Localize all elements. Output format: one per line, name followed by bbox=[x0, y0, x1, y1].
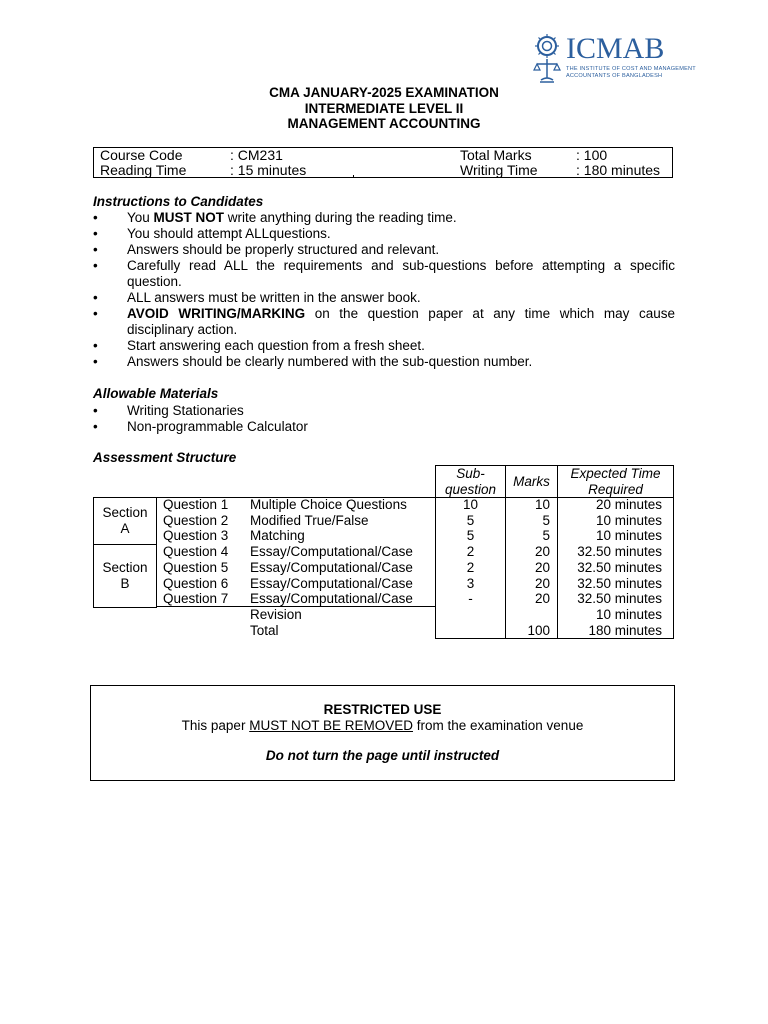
time-cell: 32.50 minutes bbox=[577, 560, 662, 575]
restricted-heading: RESTRICTED USE bbox=[323, 702, 442, 717]
subquestion-cell: 5 bbox=[466, 528, 475, 543]
marks-cell: 10 bbox=[534, 497, 550, 512]
writing-time-value: : 180 minutes bbox=[576, 162, 661, 178]
total-marks-value: : 100 bbox=[576, 147, 608, 163]
exam-title-line1: CMA JANUARY-2025 EXAMINATION bbox=[269, 85, 499, 100]
time-cell: 10 minutes bbox=[595, 528, 662, 543]
question-cell: Question 4 bbox=[163, 544, 229, 559]
type-cell: Multiple Choice Questions bbox=[250, 497, 407, 512]
question-cell: Question 3 bbox=[163, 528, 229, 543]
list-item: • Carefully read ALL the requirements and sub-questions before attempting a specific question. bbox=[93, 258, 675, 289]
time-cell: 32.50 minutes bbox=[577, 544, 662, 559]
marks-cell: 5 bbox=[542, 513, 550, 528]
logo-subtitle: THE INSTITUTE OF COST AND MANAGEMENT ACCOUNTANTS OF BANGLADESH bbox=[566, 66, 696, 79]
course-code-label: Course Code bbox=[100, 147, 183, 163]
subquestion-cell: 2 bbox=[466, 560, 475, 575]
exam-title-line3: MANAGEMENT ACCOUNTING bbox=[287, 116, 481, 131]
header-marks: Marks bbox=[513, 474, 550, 489]
materials-heading: Allowable Materials bbox=[93, 386, 219, 401]
marks-cell: 20 bbox=[534, 544, 550, 559]
time-cell: 10 minutes bbox=[595, 513, 662, 528]
list-item: • Start answering each question from a fresh sheet. bbox=[93, 338, 425, 353]
instructions-heading: Instructions to Candidates bbox=[93, 194, 264, 209]
marks-cell: 5 bbox=[542, 528, 550, 543]
list-item: • You should attempt ALLquestions. bbox=[93, 226, 331, 241]
subquestion-cell: 10 bbox=[462, 497, 479, 512]
section-a-label: Section A bbox=[102, 505, 148, 536]
question-cell: Question 1 bbox=[163, 497, 229, 512]
total-marks-label: Total Marks bbox=[460, 147, 532, 163]
total-label: Total bbox=[250, 623, 279, 638]
type-cell: Essay/Computational/Case bbox=[250, 560, 413, 575]
subquestion-cell: 3 bbox=[466, 576, 475, 591]
logo-wordmark: ICMAB bbox=[566, 32, 665, 65]
question-cell: Question 2 bbox=[163, 513, 229, 528]
marks-cell: 20 bbox=[534, 591, 550, 606]
revision-time: 10 minutes bbox=[595, 607, 662, 622]
writing-time-label: Writing Time bbox=[460, 162, 538, 178]
restricted-line: This paper MUST NOT BE REMOVED from the examination venue bbox=[181, 718, 584, 733]
revision-label: Revision bbox=[250, 607, 302, 622]
list-item: • ALL answers must be written in the answer book. bbox=[93, 290, 421, 305]
question-cell: Question 5 bbox=[163, 560, 229, 575]
total-marks: 100 bbox=[527, 623, 550, 638]
type-cell: Matching bbox=[250, 528, 305, 543]
reading-time-value: : 15 minutes bbox=[230, 162, 307, 178]
total-time: 180 minutes bbox=[588, 623, 662, 638]
time-cell: 32.50 minutes bbox=[577, 576, 662, 591]
list-item: • Non-programmable Calculator bbox=[93, 419, 308, 434]
list-item: • Answers should be properly structured and relevant. bbox=[93, 242, 440, 257]
type-cell: Essay/Computational/Case bbox=[250, 544, 413, 559]
restricted-use-box bbox=[90, 685, 675, 781]
type-cell: Essay/Computational/Case bbox=[250, 576, 413, 591]
section-b-label: Section B bbox=[102, 560, 148, 591]
type-cell: Modified True/False bbox=[250, 513, 369, 528]
type-cell: Essay/Computational/Case bbox=[250, 591, 413, 606]
list-item: • AVOID WRITING/MARKING on the question paper at any time which may cause disciplinary action. bbox=[93, 306, 675, 337]
reading-time-label: Reading Time bbox=[100, 162, 187, 178]
course-code-value: : CM231 bbox=[230, 147, 283, 163]
subquestion-cell: 5 bbox=[466, 513, 475, 528]
time-cell: 20 minutes bbox=[595, 497, 662, 512]
list-item: • Answers should be clearly numbered with the sub-question number. bbox=[93, 354, 533, 369]
subquestion-cell: 2 bbox=[466, 544, 475, 559]
subquestion-cell: - bbox=[468, 591, 473, 606]
question-cell: Question 6 bbox=[163, 576, 229, 591]
question-cell: Question 7 bbox=[163, 591, 229, 606]
header-subquestion: Sub- question bbox=[444, 466, 497, 497]
header-expected-time: Expected Time Required bbox=[570, 466, 661, 497]
exam-title-line2: INTERMEDIATE LEVEL II bbox=[304, 100, 464, 116]
restricted-notice: Do not turn the page until instructed bbox=[265, 748, 500, 763]
marks-cell: 20 bbox=[534, 560, 550, 575]
time-cell: 32.50 minutes bbox=[577, 591, 662, 606]
assessment-heading: Assessment Structure bbox=[93, 450, 237, 465]
list-item: • You MUST NOT write anything during the reading time. bbox=[93, 210, 457, 225]
marks-cell: 20 bbox=[534, 576, 550, 591]
list-item: • Writing Stationaries bbox=[93, 403, 244, 418]
